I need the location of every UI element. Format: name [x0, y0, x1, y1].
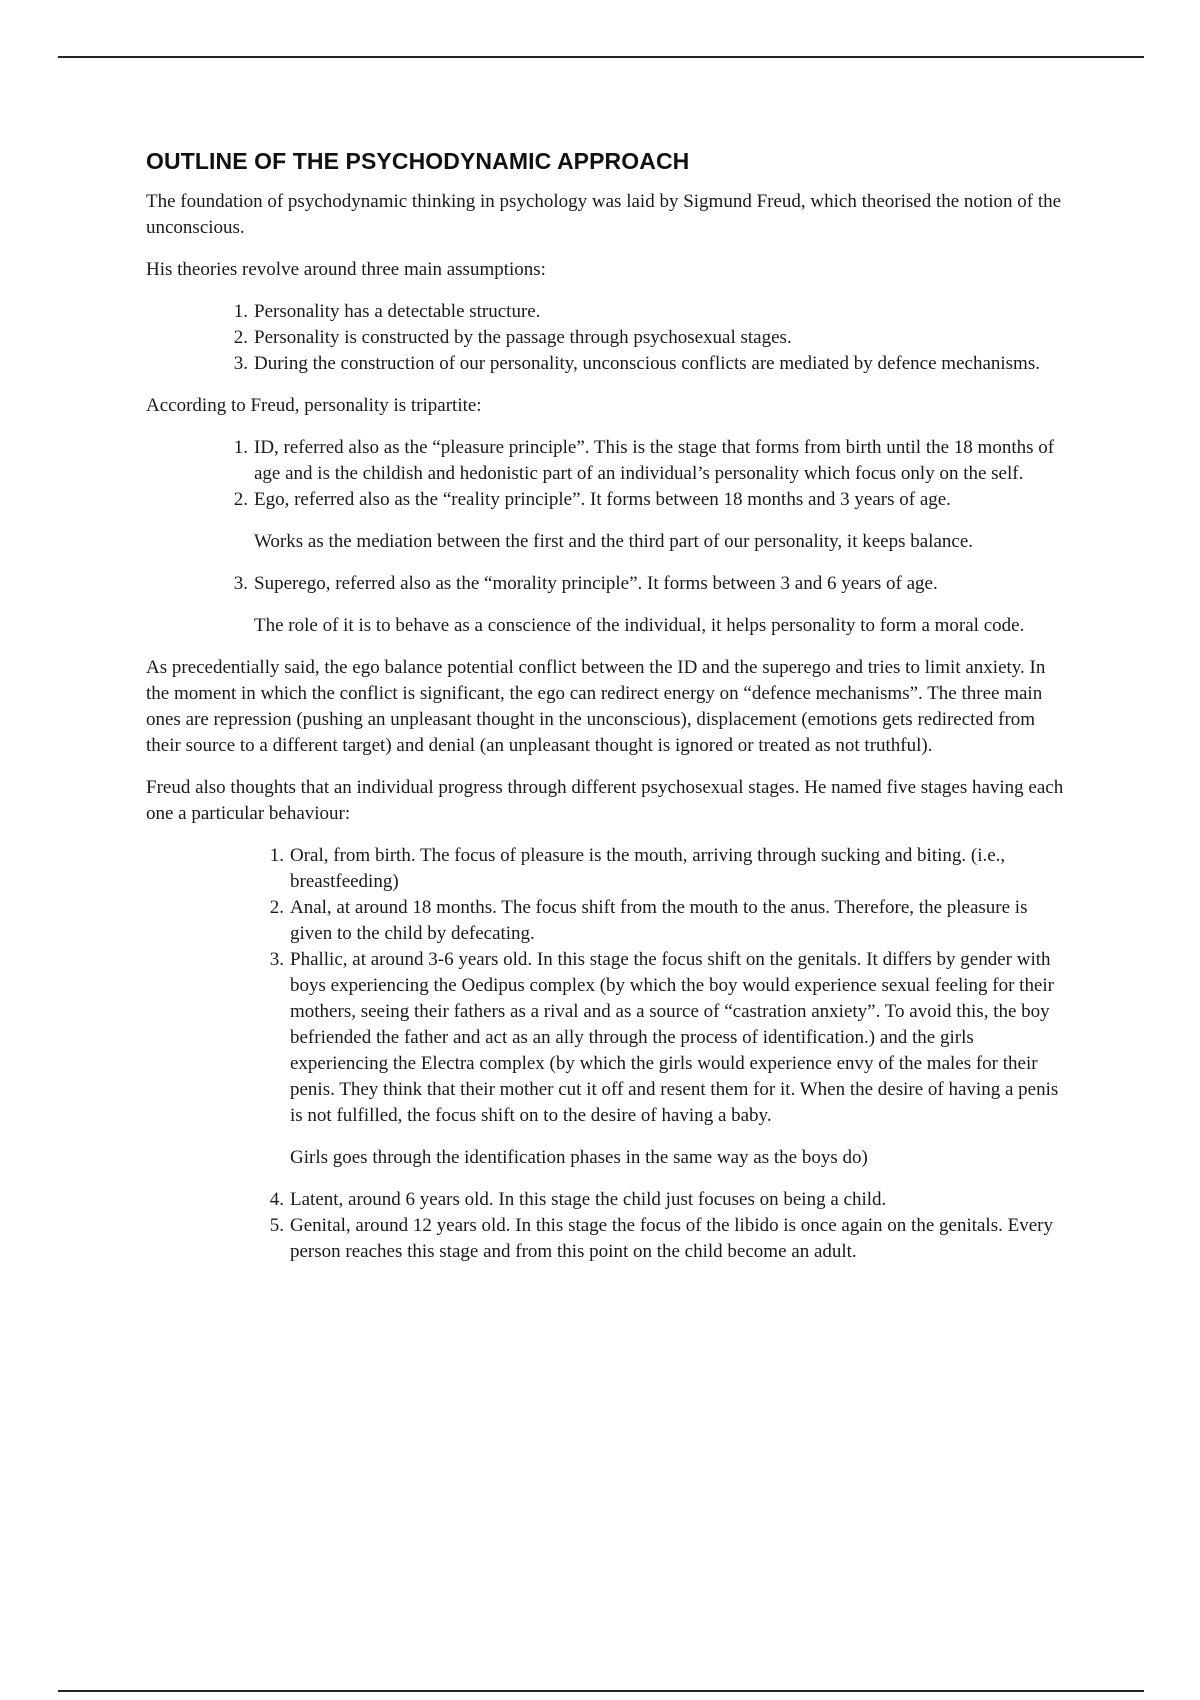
list-item: 4. Latent, around 6 years old. In this stage the child just focuses on being a child. [269, 1189, 887, 1210]
list-item: 2. Ego, referred also as the “reality principle”. It forms between 18 months and 3 years of age. Works as the mediation between the first and the third part of our personality, it keeps balance. [254, 487, 1066, 555]
bottom-rule [58, 1690, 1144, 1692]
list-item: 3. During the construction of our personality, unconscious conflicts are mediated by defence mechanisms. [233, 353, 1040, 374]
list-item-note: Girls goes through the identification phases in the same way as the boys do) [290, 1147, 868, 1168]
top-rule [58, 56, 1144, 58]
defence-paragraph: As precedentially said, the ego balance potential conflict between the ID and the superego and tries to limit anxiety. In the moment in which the conflict is significant, the ego can redirect energy on “defence mechanisms”. The three main ones are repression (pushing an unpleasant thought in the unconscious), displacement (emotions gets redirected from their source to a different target) and denial (an unpleasant thought is ignored or treated as not truthful). [146, 657, 1046, 756]
stages-intro: Freud also thoughts that an individual progress through different psychosexual stages. He named five stages having each one a particular behaviour: [146, 777, 1064, 824]
list-item: 2. Anal, at around 18 months. The focus shift from the mouth to the anus. Therefore, the pleasure is given to the child by defecating. [269, 897, 1028, 944]
list-item: 1. Personality has a detectable structure. [233, 301, 541, 322]
list-item: 3. Superego, referred also as the “morality principle”. It forms between 3 and 6 years of age. The role of it is to behave as a conscience of the individual, it helps personality to form a moral code. [254, 571, 1066, 639]
stages-list [269, 843, 1066, 1265]
list-item: 1. ID, referred also as the “pleasure principle”. This is the stage that forms from birth until the 18 months of age and is the childish and hedonistic part of an individual’s personality which focus only on the self. [233, 437, 1055, 484]
tripartite-list [233, 435, 1066, 639]
intro-paragraph: The foundation of psychodynamic thinking in psychology was laid by Sigmund Freud, which theorised the notion of the unconscious. [146, 191, 1062, 238]
tripartite-intro: According to Freud, personality is tripartite: [146, 395, 482, 416]
list-item: 5. Genital, around 12 years old. In this stage the focus of the libido is once again on the genitals. Every person reaches this stage and from this point on the child become an adult. [269, 1215, 1053, 1262]
assumptions-intro: His theories revolve around three main assumptions: [146, 259, 546, 280]
assumptions-list [233, 299, 1066, 377]
document-body [146, 148, 1066, 1281]
list-item: 2. Personality is constructed by the passage through psychosexual stages. [233, 327, 792, 348]
list-item-note: Works as the mediation between the first and the third part of our personality, it keeps balance. [254, 531, 974, 552]
list-item: 1. Oral, from birth. The focus of pleasure is the mouth, arriving through sucking and biting. (i.e., breastfeeding) [269, 845, 1006, 892]
page-title: OUTLINE OF THE PSYCHODYNAMIC APPROACH [146, 148, 690, 174]
list-item-note: The role of it is to behave as a conscience of the individual, it helps personality to form a moral code. [254, 615, 1025, 636]
list-item: 3. Phallic, at around 3-6 years old. In this stage the focus shift on the genitals. It differs by gender with boys experiencing the Oedipus complex (by which the boy would experience sexual feeling for their mothers, seeing their fathers as a rival and as a source of “castration anxiety”. To avoid this, the boy befriended the father and act as an ally through the process of identification.) and the girls experiencing the Electra complex (by which the girls would experience envy of the males for their penis. They think that their mother cut it off and resent them for it. When the desire of having a penis is not fulfilled, the focus shift on to the desire of having a baby. Girls goes through the identification phases in the same way as the boys do) [290, 947, 1066, 1171]
